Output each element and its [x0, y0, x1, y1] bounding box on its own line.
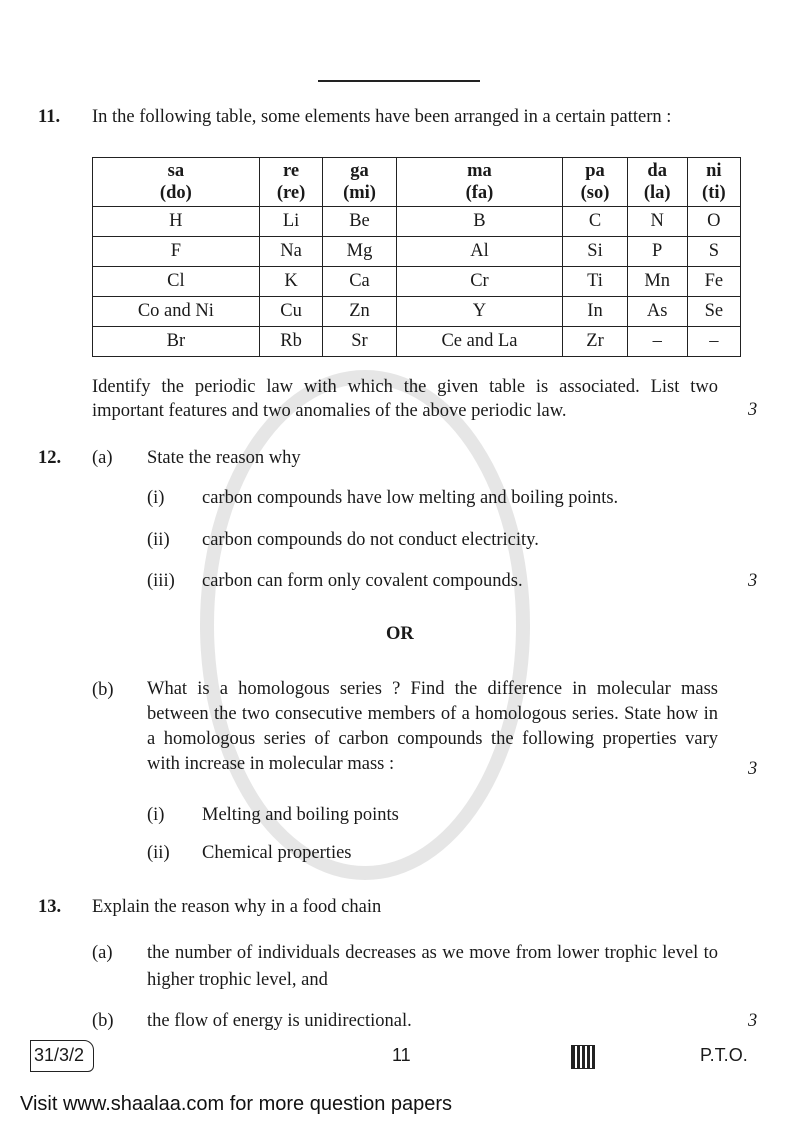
table-cell: – [687, 327, 740, 357]
header-syllable: ga [350, 161, 369, 181]
table-row [93, 207, 741, 237]
table-cell: O [687, 207, 740, 237]
element-table [92, 157, 741, 357]
q11-text: In the following table, some elements have been arranged in a certain pattern : [92, 107, 672, 127]
q13b-label: (b) [92, 1011, 114, 1031]
table-cell: Se [687, 297, 740, 327]
q12a-ii-text: carbon compounds do not conduct electricity. [202, 530, 539, 550]
q12b-i-text: Melting and boiling points [202, 805, 399, 825]
table-header-cell [563, 158, 627, 207]
q12b-ii-label: (ii) [147, 843, 170, 863]
table-cell: Na [259, 237, 323, 267]
table-cell: Y [396, 297, 563, 327]
table-row [93, 237, 741, 267]
pto-label: P.T.O. [700, 1045, 748, 1065]
header-syllable: ni [706, 161, 722, 181]
table-cell: Mg [323, 237, 396, 267]
header-syllable: pa [585, 161, 605, 181]
top-divider [318, 80, 480, 82]
q12-number: 12. [38, 448, 62, 468]
table-cell: P [627, 237, 687, 267]
header-solfege: (ti) [702, 183, 726, 203]
table-cell: K [259, 267, 323, 297]
q11-marks: 3 [748, 400, 758, 420]
header-syllable: ma [467, 161, 492, 181]
table-header-cell [627, 158, 687, 207]
table-header-cell [259, 158, 323, 207]
table-row [93, 297, 741, 327]
header-solfege: (la) [643, 183, 671, 203]
header-syllable: sa [167, 161, 185, 181]
table-cell: S [687, 237, 740, 267]
table-cell: Br [93, 327, 260, 357]
q12a-i-label: (i) [147, 488, 165, 508]
table-row [93, 267, 741, 297]
header-solfege: (so) [580, 183, 610, 203]
header-solfege: (re) [276, 183, 306, 203]
table-cell: Li [259, 207, 323, 237]
q12a-label: (a) [92, 448, 113, 468]
header-solfege: (do) [159, 183, 192, 203]
table-header-cell [396, 158, 563, 207]
paper-code: 31/3/2 [34, 1045, 85, 1065]
q12a-ii-label: (ii) [147, 530, 170, 550]
table-cell: Cu [259, 297, 323, 327]
table-cell: As [627, 297, 687, 327]
header-solfege: (mi) [343, 183, 376, 203]
q12a-iii-text: carbon can form only covalent compounds. [202, 571, 523, 591]
table-header-cell [323, 158, 396, 207]
q12b-ii-text: Chemical properties [202, 843, 352, 863]
watermark-circle [200, 370, 530, 880]
table-cell: Si [563, 237, 627, 267]
q12a-iii-label: (iii) [147, 571, 175, 591]
q12a-text: State the reason why [147, 448, 301, 468]
code-badge [30, 1040, 94, 1072]
table-cell: Fe [687, 267, 740, 297]
header-syllable: da [647, 161, 667, 181]
q13b-text: the flow of energy is unidirectional. [147, 1011, 412, 1031]
table-cell: Ca [323, 267, 396, 297]
table-cell: Al [396, 237, 563, 267]
table-cell: N [627, 207, 687, 237]
or-separator: OR [386, 624, 414, 644]
table-cell: Sr [323, 327, 396, 357]
q13-text: Explain the reason why in a food chain [92, 897, 382, 917]
table-cell: – [627, 327, 687, 357]
table-cell: Rb [259, 327, 323, 357]
table-cell: Ti [563, 267, 627, 297]
q12a-i-text: carbon compounds have low melting and boiling points. [202, 488, 619, 508]
table-cell: In [563, 297, 627, 327]
q12b-i-label: (i) [147, 805, 165, 825]
table-cell: H [93, 207, 260, 237]
table-cell: B [396, 207, 563, 237]
table-header-cell [687, 158, 740, 207]
page-number: 11 [392, 1045, 411, 1065]
q13a-text: the number of individuals decreases as we move from lower trophic level to higher trophic level, and [147, 943, 718, 990]
table-cell: Zr [563, 327, 627, 357]
header-syllable: re [282, 161, 300, 181]
table-cell: Mn [627, 267, 687, 297]
table-header-row [93, 158, 741, 207]
visit-link-text: Visit www.shaalaa.com for more question papers [20, 1093, 453, 1115]
table-cell: Ce and La [396, 327, 563, 357]
q12a-marks: 3 [748, 571, 758, 591]
q13-marks: 3 [748, 1011, 758, 1031]
q12b-text: What is a homologous series ? Find the difference in molecular mass between the two consecutive members of a homologous series. State how in a homologous series of carbon compounds the following properties vary with increase in molecular mass : [147, 679, 718, 774]
header-solfege: (fa) [465, 183, 494, 203]
q11-question: Identify the periodic law with which the given table is associated. List two important features and two anomalies of the above periodic law. [92, 377, 718, 421]
table-header-cell [93, 158, 260, 207]
q12b-label: (b) [92, 680, 114, 700]
table-cell: F [93, 237, 260, 267]
q13a-label: (a) [92, 943, 113, 963]
qr-code-icon [572, 1046, 594, 1068]
table-row [93, 327, 741, 357]
table-cell: Cr [396, 267, 563, 297]
q11-number: 11. [38, 107, 61, 127]
table-cell: Be [323, 207, 396, 237]
table-cell: Co and Ni [93, 297, 260, 327]
q13-number: 13. [38, 897, 62, 917]
table-cell: C [563, 207, 627, 237]
table-cell: Cl [93, 267, 260, 297]
table-cell: Zn [323, 297, 396, 327]
q12b-marks: 3 [748, 759, 758, 779]
